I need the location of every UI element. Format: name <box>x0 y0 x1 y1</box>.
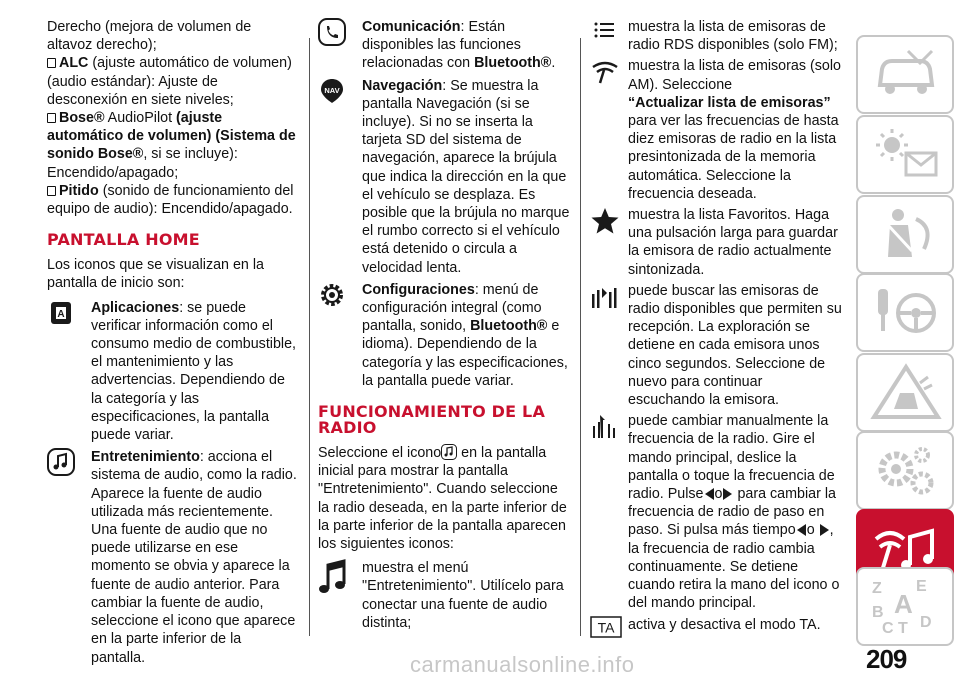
svg-text:D: D <box>920 614 932 631</box>
tab-warning-lights[interactable] <box>856 115 954 194</box>
triangle-right-icon <box>722 487 733 501</box>
settings-gear-icon <box>318 281 346 309</box>
favorites-item: muestra la lista Favoritos. Haga una pulsación larga para guardar la emisora de radio actualmente sintonizada. <box>590 206 842 279</box>
settings-item: Configuraciones: menú de configuración integral (como pantalla, sonido, Bluetooth® e idioma). Dependiendo de la categoría y las especificaciones, la pantalla puede variar. <box>318 281 570 390</box>
paragraph: Derecho (mejora de volumen de altavoz derecho); <box>47 19 252 54</box>
svg-text:A: A <box>57 308 65 320</box>
ta-item: TA activa y desactiva el modo TA. <box>590 616 842 634</box>
checkbox-icon <box>47 113 56 123</box>
tune-icon <box>590 412 620 442</box>
svg-text:C: C <box>882 620 894 635</box>
column-1 <box>47 18 299 671</box>
svg-text:T: T <box>898 620 908 635</box>
ta-icon <box>590 616 622 638</box>
section-heading: PANTALLA HOME <box>47 230 200 250</box>
triangle-left-icon <box>796 523 807 537</box>
star-icon <box>590 206 620 236</box>
scan-item: puede buscar las emisoras de radio disponibles que permiten su recepción. La exploración se detiene en cada emisora unos cinco segundos. Seleccione de nuevo para continuar escuchando la emisora. <box>590 282 842 409</box>
seatbelt-airbag-icon <box>868 205 944 263</box>
list-icon <box>590 18 620 48</box>
service-gears-icon <box>868 441 944 499</box>
checkbox-icon <box>47 186 56 196</box>
svg-text:E: E <box>916 578 927 595</box>
music-menu-item: muestra el menú "Entretenimiento". Utilícelo para conectar una fuente de audio distinta; <box>318 559 570 632</box>
option-bose: Bose® AudioPilot (ajuste automático de volumen) (Sistema de sonido Bose®, si se incluye): Encendido/apagado; <box>47 110 296 181</box>
triangle-left-icon <box>704 487 715 501</box>
communication-item: Comunicación: Están disponibles las funciones relacionadas con Bluetooth®. <box>318 18 570 73</box>
section-heading: FUNCIONAMIENTO DE LA RADIO <box>318 402 546 438</box>
navigation-pin-icon <box>318 77 346 105</box>
scan-icon <box>590 282 620 312</box>
navigation-item: NAV Navegación: Se muestra la pantalla Navegación (si se incluye). Si no se inserta la tarjeta SD del sistema de navegación, aparece la brújula que indica la dirección en la que el vehículo se desplaza. Es posible que la brújula no marque el rumbo correcto si el vehículo está detenido o circula a velocidad lenta. <box>318 77 570 277</box>
watermark: carmanualsonline.info <box>410 652 635 677</box>
key-steering-icon <box>868 283 944 341</box>
entertainment-item: Entretenimiento: acciona el sistema de audio, como la radio. Aparece la fuente de audio utilizada más recientemente. Una fuente de audio que no puede utilizarse en ese momento se obvia y aparece la fuente de audio anterior. Para cambiar la fuente de audio, seleccione el icono que aparece en la parte inferior de la pantalla. <box>47 448 299 666</box>
am-list-item: muestra la lista de emisoras (solo AM). Seleccione “Actualizar lista de emisoras” para ver las frecuencias de hasta diez emisoras de radio en la lista presintonizada de la memoria automática. Seleccione la frecuencia deseada. <box>590 57 842 203</box>
svg-text:Z: Z <box>872 580 882 597</box>
phone-icon <box>318 18 346 46</box>
triangle-breakdown-icon <box>868 363 944 421</box>
column-3 <box>590 18 842 637</box>
checkbox-icon <box>47 58 56 68</box>
applications-icon <box>47 299 75 327</box>
option-alc: ALC (ajuste automático de volumen) (audio estándar): Ajuste de desconexión en siete niveles; <box>47 55 292 108</box>
tab-start-drive[interactable] <box>856 273 954 352</box>
paragraph: Seleccione el icono en la pantalla inicial para mostrar la pantalla "Entretenimiento". Cuando seleccione la radio deseada, en la parte inferior de la parte inferior de la pantalla aparecen los siguientes iconos: <box>318 445 567 553</box>
music-note-icon <box>47 448 75 476</box>
column-divider <box>580 38 581 636</box>
ta-label: TA <box>597 619 615 635</box>
car-icon <box>868 45 944 103</box>
music-note-icon <box>318 559 348 595</box>
option-pitido: Pitido (sonido de funcionamiento del equipo de audio): Encendido/apagado. <box>47 182 294 218</box>
tab-car[interactable] <box>856 35 954 114</box>
paragraph: Los iconos que se visualizan en la pantalla de inicio son: <box>47 257 264 292</box>
warning-lights-icon <box>868 125 944 183</box>
tab-safety[interactable] <box>856 195 954 274</box>
column-2 <box>318 18 570 636</box>
svg-text:A: A <box>894 589 913 619</box>
tab-emergency[interactable] <box>856 353 954 432</box>
svg-text:B: B <box>872 604 884 621</box>
tab-index[interactable] <box>856 567 954 646</box>
apps-item: A Aplicaciones: se puede verificar información como el consumo medio de combustible, el mantenimiento y las advertencias. Dependiendo de la categoría y las especificaciones, la pantalla puede variar. <box>47 299 299 445</box>
index-az-icon <box>868 577 944 635</box>
triangle-right-icon <box>819 523 830 537</box>
nav-label: NAV <box>324 85 340 95</box>
manual-tune-item: puede cambiar manualmente la frecuencia de la radio. Gire el mando principal, deslice la pantalla o toque la frecuencia de radio. Pulse o para cambiar la frecuencia de radio de paso en paso. Si pulsa más tiempo o , la frecuencia de radio cambia continuamente. Se detiene cuando retira la mano del icono o del mando principal. <box>590 412 842 612</box>
refresh-list-icon <box>590 57 620 87</box>
column-divider <box>309 38 310 636</box>
tab-maintenance[interactable] <box>856 431 954 510</box>
music-note-icon <box>441 444 457 460</box>
page-number: 209 <box>866 644 907 674</box>
station-list-item: muestra la lista de emisoras de radio RDS disponibles (solo FM); <box>590 18 842 54</box>
